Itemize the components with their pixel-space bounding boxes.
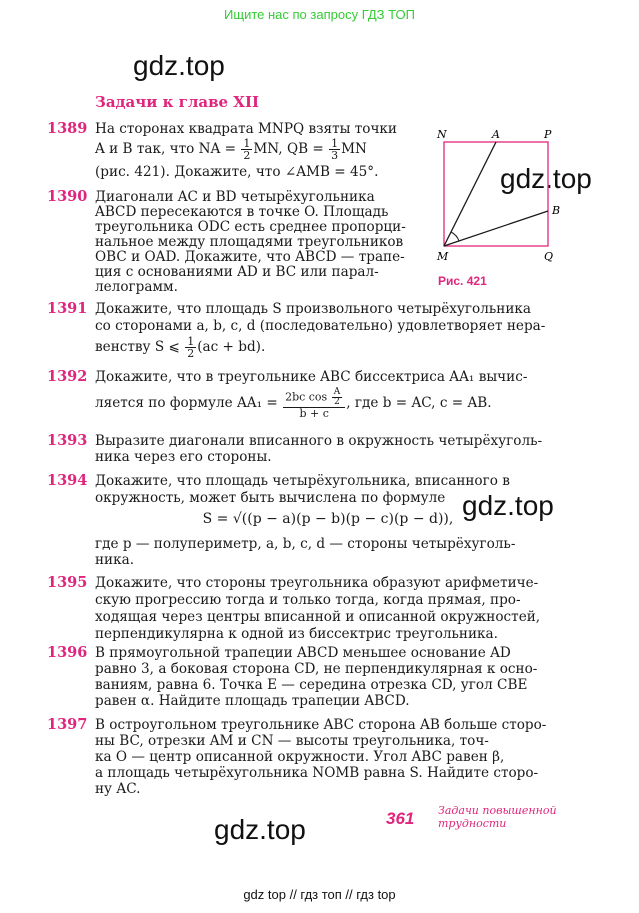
problem-1395-line: ходящая через центры вписанной и описанной окружностей, [95,609,541,625]
problem-1394-line: ника. [95,552,135,568]
page-number: 361 [386,809,415,828]
problem-1389-line: (рис. 421). Докажите, что ∠AMB = 45°. [95,164,379,180]
fraction: $\frac{1}{2}$ [243,137,251,162]
problem-number: 1393 [47,432,88,449]
figure-421 [432,126,572,262]
problem-1397-line: ка O — центр описанной окружности. Угол ABC равен β, [95,749,505,765]
watermark: gdz.top [462,490,554,521]
angle-arc [451,232,459,241]
top-banner: Ищите нас по запросу ГДЗ ТОП [224,7,415,22]
watermark: gdz.top [214,814,306,845]
problem-1390-line: Диагонали AC и BD четырёхугольника [95,189,375,205]
problem-1390-line: ABCD пересекаются в точке O. Площадь [95,204,389,220]
problem-1395-line: Докажите, что стороны треугольника образуют арифметиче- [95,575,539,591]
problem-1389-line: На сторонах квадрата MNPQ взяты точки [95,121,397,137]
footer-links: gdz top // гдз топ // гдз top [243,887,396,902]
problem-1395-line: скую прогрессию тогда и только тогда, когда прямая, про- [95,592,521,608]
fraction: $\frac{1}{2}$ [187,335,195,360]
figure-caption: Рис. 421 [438,274,487,288]
problem-number: 1395 [47,574,88,591]
problem-number: 1397 [47,716,88,733]
label-p: P [544,128,552,141]
square-mnpq [444,142,548,246]
problem-1390-line: ция с основаниями AD и BC или парал- [95,264,379,280]
problem-1397-line: ны BC, отрезки AM и CN — высоты треугольника, точ- [95,733,489,749]
problem-1394-line: Докажите, что площадь четырёхугольника, вписанного в [95,473,510,489]
problem-number: 1391 [47,300,88,317]
fraction: 2bc cos $\frac{A}{2}$ b + c [283,388,345,419]
problem-1393-line: ника через его стороны. [95,449,272,465]
label-n: N [437,128,447,141]
fraction: $\frac{1}{3}$ [331,137,339,162]
label-m: M [437,250,449,262]
problem-1391-line: венству S ⩽ $\frac{1}{2}$ (ac + bd). [95,335,266,360]
problem-1395-line: перпендикулярна к одной из биссектрис треугольника. [95,626,498,642]
label-a: A [492,128,500,141]
watermark: gdz.top [500,163,592,194]
problem-number: 1392 [47,368,88,385]
problem-1392-line: ляется по формуле AA₁ = 2bc cos $\frac{A}{2}$ b + c , где b = AC, c = AB. [95,387,492,420]
problem-1391-line: Докажите, что площадь S произвольного четырёхугольника [95,301,531,317]
problem-1394-line: окружность, может быть вычислена по формуле [95,490,446,506]
problem-1390-line: OBC и OAD. Докажите, что ABCD — трапе- [95,249,405,265]
problem-1396-line: равен α. Найдите площадь трапеции ABCD. [95,693,410,709]
segment-ma [444,142,496,246]
problem-1394-line: где p — полупериметр, a, b, c, d — стороны четырёхуголь- [95,536,516,552]
problem-1396-line: ваниям, равна 6. Точка E — середина отрезка CD, угол CBE [95,677,528,693]
problem-1390-line: нальное между площадями треугольников [95,234,404,250]
problem-1390-line: треугольника ODC есть среднее пропорци- [95,219,406,235]
problem-1389-line: A и B так, что NA = $\frac{1}{2}$ MN, QB = $\frac{1}{3}$ MN [95,137,367,162]
area-formula: S = √((p − a)(p − b)(p − c)(p − d)), [202,511,454,527]
chapter-heading: Задачи к главе XII [95,93,259,111]
problem-1392-line: Докажите, что в треугольнике ABC биссектриса AA₁ вычис- [95,369,528,385]
problem-1391-line: со сторонами a, b, c, d (последовательно) удовлетворяет нера- [95,318,546,334]
watermark: gdz.top [133,50,225,81]
problem-number: 1389 [47,120,88,137]
problem-1397-line: ну AC. [95,781,141,797]
problem-1393-line: Выразите диагонали вписанного в окружность четырёхуголь- [95,433,543,449]
section-sidenote: Задачи повышенной трудности [438,804,557,830]
problem-number: 1396 [47,644,88,661]
problem-1396-line: равно 3, а боковая сторона CD, не перпендикулярная к осно- [95,661,538,677]
label-b: B [552,204,561,217]
problem-1396-line: В прямоугольной трапеции ABCD меньшее основание AD [95,645,511,661]
problem-1390-line: лелограмм. [95,279,178,295]
label-q: Q [544,250,554,262]
problem-1397-line: В остроугольном треугольнике ABC сторона AB больше сторо- [95,717,547,733]
problem-number: 1390 [47,188,88,205]
problem-1397-line: а площадь четырёхугольника NOMB равна S. Найдите сторо- [95,765,539,781]
problem-number: 1394 [47,472,88,489]
